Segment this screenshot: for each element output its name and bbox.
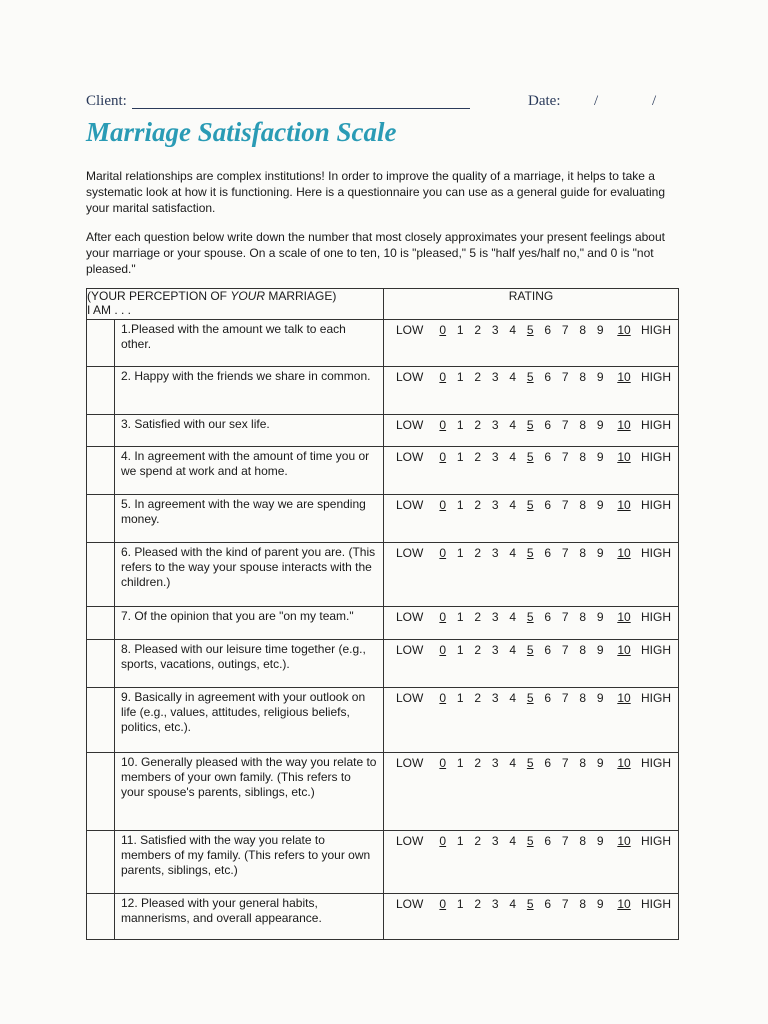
rating-option[interactable]: 10 [617,756,631,770]
answer-cell[interactable] [87,607,115,640]
rating-option[interactable]: 6 [544,370,552,384]
rating-option[interactable]: 3 [491,323,499,337]
rating-option[interactable]: 3 [491,546,499,560]
rating-option[interactable]: 2 [474,691,482,705]
rating-scale [384,495,679,543]
rating-option[interactable]: 6 [544,323,552,337]
rating-option[interactable]: 9 [596,691,604,705]
answer-cell[interactable] [87,688,115,753]
rating-low-label: LOW [396,370,424,384]
rating-option[interactable]: 0 [439,610,447,624]
rating-option[interactable]: 10 [617,498,631,512]
rating-option[interactable]: 0 [439,418,447,432]
rating-option[interactable]: 9 [596,450,604,464]
question-text: 2. Happy with the friends we share in common. [115,367,384,415]
rating-option[interactable]: 10 [617,450,631,464]
rating-option[interactable]: 3 [491,756,499,770]
date-separator: / [594,93,599,109]
rating-option[interactable]: 6 [544,691,552,705]
rating-option[interactable]: 7 [561,450,569,464]
rating-scale [384,415,679,447]
rating-option[interactable]: 2 [474,323,482,337]
rating-option[interactable]: 1 [456,450,464,464]
rating-option[interactable]: 3 [491,450,499,464]
table-row [87,753,679,831]
rating-scale [384,447,679,495]
rating-option[interactable]: 1 [456,546,464,560]
rating-scale [384,607,679,640]
rating-option[interactable]: 7 [561,418,569,432]
rating-option[interactable]: 8 [579,643,587,657]
rating-option[interactable]: 4 [509,370,517,384]
rating-option[interactable]: 2 [474,643,482,657]
question-text: 6. Pleased with the kind of parent you are. (This refers to the way your spouse interacts with the children.) [115,543,384,607]
answer-cell[interactable] [87,640,115,688]
rating-high-label: HIGH [641,546,671,560]
rating-option[interactable]: 0 [439,498,447,512]
rating-option[interactable]: 1 [456,370,464,384]
rating-option[interactable]: 1 [456,897,464,911]
rating-option[interactable]: 3 [491,643,499,657]
rating-option[interactable]: 2 [474,418,482,432]
rating-option[interactable]: 5 [526,756,534,770]
question-text: 5. In agreement with the way we are spending money. [115,495,384,543]
satisfaction-table [86,288,679,940]
rating-scale [384,320,679,367]
page-title: Marriage Satisfaction Scale [86,117,397,147]
rating-option[interactable]: 3 [491,897,499,911]
rating-option[interactable]: 10 [617,610,631,624]
answer-cell[interactable] [87,495,115,543]
rating-option[interactable]: 10 [617,323,631,337]
rating-low-label: LOW [396,756,424,770]
rating-high-label: HIGH [641,691,671,705]
table-header-row [87,289,679,320]
rating-option[interactable]: 4 [509,546,517,560]
rating-option[interactable]: 8 [579,418,587,432]
rating-option[interactable]: 3 [491,610,499,624]
rating-option[interactable]: 4 [509,834,517,848]
intro-paragraph: Marital relationships are complex institutions! In order to improve the quality of a marriage, it helps to take a systematic look at how it is functioning. Here is a questionnaire you can use as a general guide for evaluating your marital satisfaction. [86,169,665,215]
rating-option[interactable]: 2 [474,370,482,384]
question-text: 8. Pleased with our leisure time together (e.g., sports, vacations, outings, etc.). [115,640,384,688]
answer-cell[interactable] [87,447,115,495]
rating-option[interactable]: 4 [509,323,517,337]
rating-option[interactable]: 8 [579,323,587,337]
answer-cell[interactable] [87,543,115,607]
rating-option[interactable]: 10 [617,546,631,560]
question-text: 10. Generally pleased with the way you relate to members of your own family. (This refers to your spouse's parents, siblings, etc.) [115,753,384,831]
table-row [87,607,679,640]
rating-option[interactable]: 0 [439,691,447,705]
rating-low-label: LOW [396,610,424,624]
rating-option[interactable]: 5 [526,370,534,384]
rating-option[interactable]: 5 [526,323,534,337]
rating-option[interactable]: 7 [561,546,569,560]
rating-option[interactable]: 6 [544,756,552,770]
rating-option[interactable]: 9 [596,643,604,657]
rating-option[interactable]: 6 [544,834,552,848]
rating-option[interactable]: 5 [526,691,534,705]
rating-option[interactable]: 8 [579,450,587,464]
i-am-label: I AM . . . [87,303,132,317]
rating-option[interactable]: 10 [617,897,631,911]
rating-option[interactable]: 3 [491,370,499,384]
rating-option[interactable]: 8 [579,610,587,624]
answer-cell[interactable] [87,894,115,940]
rating-option[interactable]: 10 [617,834,631,848]
table-row [87,543,679,607]
rating-option[interactable]: 2 [474,897,482,911]
rating-option[interactable]: 3 [491,691,499,705]
question-text: 9. Basically in agreement with your outlook on life (e.g., values, attitudes, religious beliefs, politics, etc.). [115,688,384,753]
rating-option[interactable]: 10 [617,370,631,384]
rating-high-label: HIGH [641,610,671,624]
question-text: 11. Satisfied with the way you relate to members of my family. (This refers to your own parents, siblings, etc.) [115,831,384,894]
rating-option[interactable]: 2 [474,756,482,770]
rating-option[interactable]: 5 [526,897,534,911]
question-text: 4. In agreement with the amount of time you or we spend at work and at home. [115,447,384,495]
rating-option[interactable]: 4 [509,450,517,464]
rating-low-label: LOW [396,834,424,848]
rating-low-label: LOW [396,418,424,432]
rating-option[interactable]: 4 [509,498,517,512]
rating-option[interactable]: 4 [509,610,517,624]
table-row [87,320,679,367]
table-row [87,640,679,688]
rating-option[interactable]: 2 [474,546,482,560]
rating-option[interactable]: 4 [509,418,517,432]
rating-high-label: HIGH [641,370,671,384]
form-header [86,93,686,115]
rating-option[interactable]: 9 [596,756,604,770]
rating-option[interactable]: 1 [456,643,464,657]
rating-option[interactable]: 1 [456,498,464,512]
rating-option[interactable]: 5 [526,450,534,464]
rating-option[interactable]: 8 [579,834,587,848]
rating-high-label: HIGH [641,323,671,337]
date-label: Date: [528,93,561,109]
rating-option[interactable]: 8 [579,498,587,512]
rating-option[interactable]: 2 [474,834,482,848]
rating-high-label: HIGH [641,498,671,512]
rating-option[interactable]: 10 [617,418,631,432]
rating-option[interactable]: 1 [456,756,464,770]
rating-option[interactable]: 7 [561,691,569,705]
rating-scale [384,753,679,831]
rating-option[interactable]: 1 [456,691,464,705]
rating-option[interactable]: 0 [439,370,447,384]
rating-option[interactable]: 1 [456,323,464,337]
rating-low-label: LOW [396,498,424,512]
rating-option[interactable]: 0 [439,643,447,657]
rating-option[interactable]: 1 [456,610,464,624]
answer-cell[interactable] [87,831,115,894]
rating-option[interactable]: 6 [544,450,552,464]
rating-option[interactable]: 7 [561,756,569,770]
rating-option[interactable]: 3 [491,418,499,432]
answer-cell[interactable] [87,320,115,367]
rating-option[interactable]: 10 [617,643,631,657]
question-text: 1.Pleased with the amount we talk to each other. [115,320,384,367]
rating-option[interactable]: 3 [491,834,499,848]
answer-cell[interactable] [87,367,115,415]
rating-option[interactable]: 0 [439,834,447,848]
rating-option[interactable]: 9 [596,610,604,624]
rating-low-label: LOW [396,691,424,705]
perception-header [87,289,384,320]
perception-header-text: (YOUR PERCEPTION OF [87,289,231,303]
answer-cell[interactable] [87,415,115,447]
rating-option[interactable]: 5 [526,418,534,432]
rating-option[interactable]: 7 [561,370,569,384]
rating-option[interactable]: 10 [617,691,631,705]
rating-option[interactable]: 9 [596,370,604,384]
rating-option[interactable]: 6 [544,643,552,657]
rating-option[interactable]: 7 [561,897,569,911]
rating-high-label: HIGH [641,897,671,911]
table-row [87,447,679,495]
rating-option[interactable]: 9 [596,498,604,512]
rating-scale [384,894,679,940]
rating-option[interactable]: 5 [526,546,534,560]
table-row [87,831,679,894]
rating-scale [384,367,679,415]
date-separator: / [652,93,657,109]
answer-cell[interactable] [87,753,115,831]
client-label: Client: [86,93,127,109]
rating-option[interactable]: 8 [579,370,587,384]
rating-option[interactable]: 9 [596,897,604,911]
rating-high-label: HIGH [641,418,671,432]
rating-high-label: HIGH [641,834,671,848]
rating-low-label: LOW [396,323,424,337]
rating-option[interactable]: 2 [474,610,482,624]
rating-option[interactable]: 5 [526,498,534,512]
rating-option[interactable]: 7 [561,323,569,337]
rating-option[interactable]: 9 [596,834,604,848]
rating-option[interactable]: 0 [439,546,447,560]
rating-option[interactable]: 4 [509,897,517,911]
rating-option[interactable]: 7 [561,834,569,848]
rating-high-label: HIGH [641,756,671,770]
rating-scale [384,688,679,753]
table-row [87,367,679,415]
rating-option[interactable]: 0 [439,756,447,770]
question-text: 12. Pleased with your general habits, mannerisms, and overall appearance. [115,894,384,940]
rating-option[interactable]: 9 [596,418,604,432]
rating-option[interactable]: 9 [596,323,604,337]
rating-option[interactable]: 0 [439,450,447,464]
table-row [87,688,679,753]
rating-option[interactable]: 8 [579,691,587,705]
rating-low-label: LOW [396,450,424,464]
rating-scale [384,640,679,688]
rating-option[interactable]: 7 [561,498,569,512]
rating-option[interactable]: 4 [509,691,517,705]
rating-option[interactable]: 0 [439,897,447,911]
rating-option[interactable]: 5 [526,643,534,657]
rating-option[interactable]: 7 [561,610,569,624]
instructions-paragraph: After each question below write down the number that most closely approximates your present feelings about your marriage or your spouse. On a scale of one to ten, 10 is "pleased," 5 is "half yes/half no," and 0 is "not pleased." [86,230,665,276]
rating-option[interactable]: 9 [596,546,604,560]
rating-option[interactable]: 6 [544,418,552,432]
rating-low-label: LOW [396,643,424,657]
rating-option[interactable]: 5 [526,610,534,624]
rating-option[interactable]: 3 [491,498,499,512]
rating-option[interactable]: 2 [474,450,482,464]
perception-header-emphasis: YOUR [230,289,266,303]
client-name-field[interactable] [132,108,470,109]
rating-high-label: HIGH [641,450,671,464]
rating-option[interactable]: 8 [579,756,587,770]
rating-option[interactable]: 1 [456,834,464,848]
rating-option[interactable]: 6 [544,498,552,512]
rating-option[interactable]: 6 [544,897,552,911]
rating-option[interactable]: 5 [526,834,534,848]
rating-option[interactable]: 6 [544,610,552,624]
rating-high-label: HIGH [641,643,671,657]
table-row [87,415,679,447]
rating-option[interactable]: 4 [509,643,517,657]
rating-option[interactable]: 8 [579,897,587,911]
rating-option[interactable]: 8 [579,546,587,560]
table-row [87,894,679,940]
question-text: 7. Of the opinion that you are "on my team." [115,607,384,640]
rating-low-label: LOW [396,897,424,911]
rating-low-label: LOW [396,546,424,560]
rating-option[interactable]: 4 [509,756,517,770]
table-row [87,495,679,543]
rating-option[interactable]: 6 [544,546,552,560]
perception-header-text-end: MARRIAGE) [265,289,337,303]
rating-option[interactable]: 0 [439,323,447,337]
rating-header: RATING [384,289,679,320]
rating-scale [384,831,679,894]
rating-scale [384,543,679,607]
rating-option[interactable]: 1 [456,418,464,432]
rating-option[interactable]: 7 [561,643,569,657]
rating-option[interactable]: 2 [474,498,482,512]
question-text: 3. Satisfied with our sex life. [115,415,384,447]
